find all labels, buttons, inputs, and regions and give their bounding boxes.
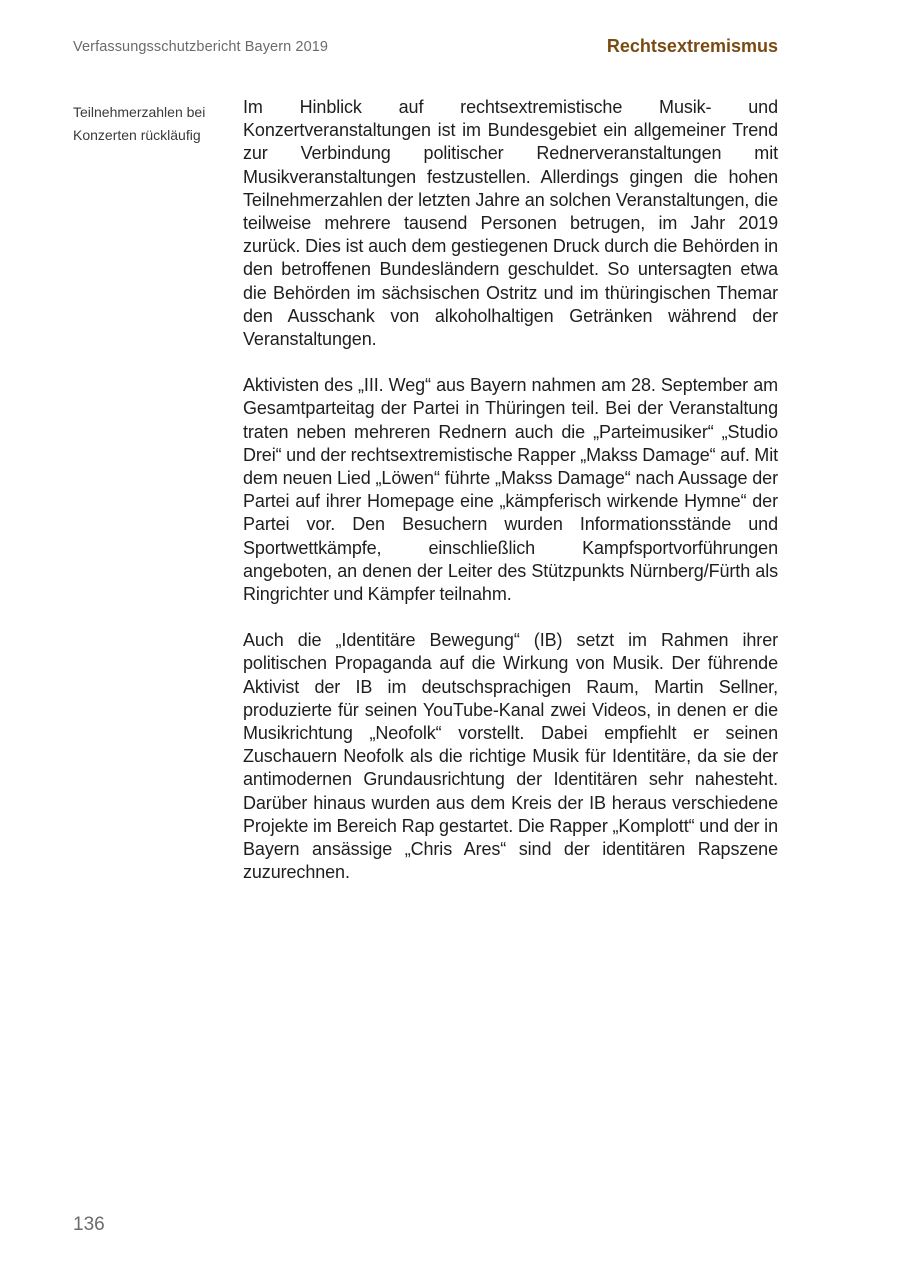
- body-text: [243, 96, 778, 908]
- page-number: 136: [73, 1214, 105, 1235]
- publication-title: Verfassungsschutzbericht Bayern 2019: [73, 39, 329, 55]
- paragraph-identitaere-bewegung: Auch die „Identitäre Bewegung“ (IB) setzt im Rahmen ihrer politischen Propaganda auf die Wirkung von Musik. Der führende Aktivist der IB im deutschsprachigen Raum, Martin Sellner, produzierte für seinen YouTube-Kanal zwei Videos, in denen er die Musikrichtung „Neofolk“ vorstellt. Dabei empfiehlt er seinen Zuschauern Neofolk als die richtige Musik für Identitäre, da sie der antimodernen Grundausrichtung der Identitären sehr nahesteht. Darüber hinaus wurden aus dem Kreis der IB heraus verschiedene Projekte im Bereich Rap gestartet. Die Rapper „Komplott“ und der in Bayern ansässige „Chris Ares“ sind der identitären Rapszene zuzurechnen.: [243, 630, 778, 883]
- paragraph-iii-weg: Aktivisten des „III. Weg“ aus Bayern nahmen am 28. September am Gesamtparteitag der Partei in Thüringen teil. Bei der Veranstaltung traten neben mehreren Rednern auch die „Parteimusiker“ „Studio Drei“ und der rechtsextremistische Rapper „Makss Damage“ auf. Mit dem neuen Lied „Löwen“ führte „Makss Damage“ nach Aussage der Partei auf ihrer Homepage eine „kämpferisch wirkende Hymne“ der Partei vor. Den Besuchern wurden Informationsstände und Sportwettkämpfe, einschließlich Kampfsportvorführungen angeboten, an denen der Leiter des Stützpunkts Nürnberg/Fürth als Ringrichter und Kämpfer teilnahm.: [243, 375, 778, 605]
- margin-note-line: Konzerten rückläufig: [73, 127, 201, 143]
- section-title: Rechtsextremismus: [606, 36, 778, 56]
- margin-note-line: Teilnehmerzahlen bei: [73, 104, 206, 120]
- running-header: [73, 36, 778, 60]
- paragraph-concert-trend: Im Hinblick auf rechtsextremistische Musik- und Konzertveranstaltungen ist im Bundesgebiet ein allgemeiner Trend zur Verbindung politischer Rednerveranstaltungen mit Musikveranstaltungen festzustellen. Allerdings gingen die hohen Teilnehmerzahlen der letzten Jahre an solchen Veranstaltungen, die teilweise mehrere tausend Personen betrugen, im Jahr 2019 zurück. Dies ist auch dem gestiegenen Druck durch die Behörden in den betroffenen Bundesländern geschuldet. So untersagten etwa die Behörden im sächsischen Ostritz und im thüringischen Themar den Ausschank von alkoholhaltigen Getränken während der Veranstaltungen.: [243, 97, 778, 350]
- margin-note: [73, 101, 233, 147]
